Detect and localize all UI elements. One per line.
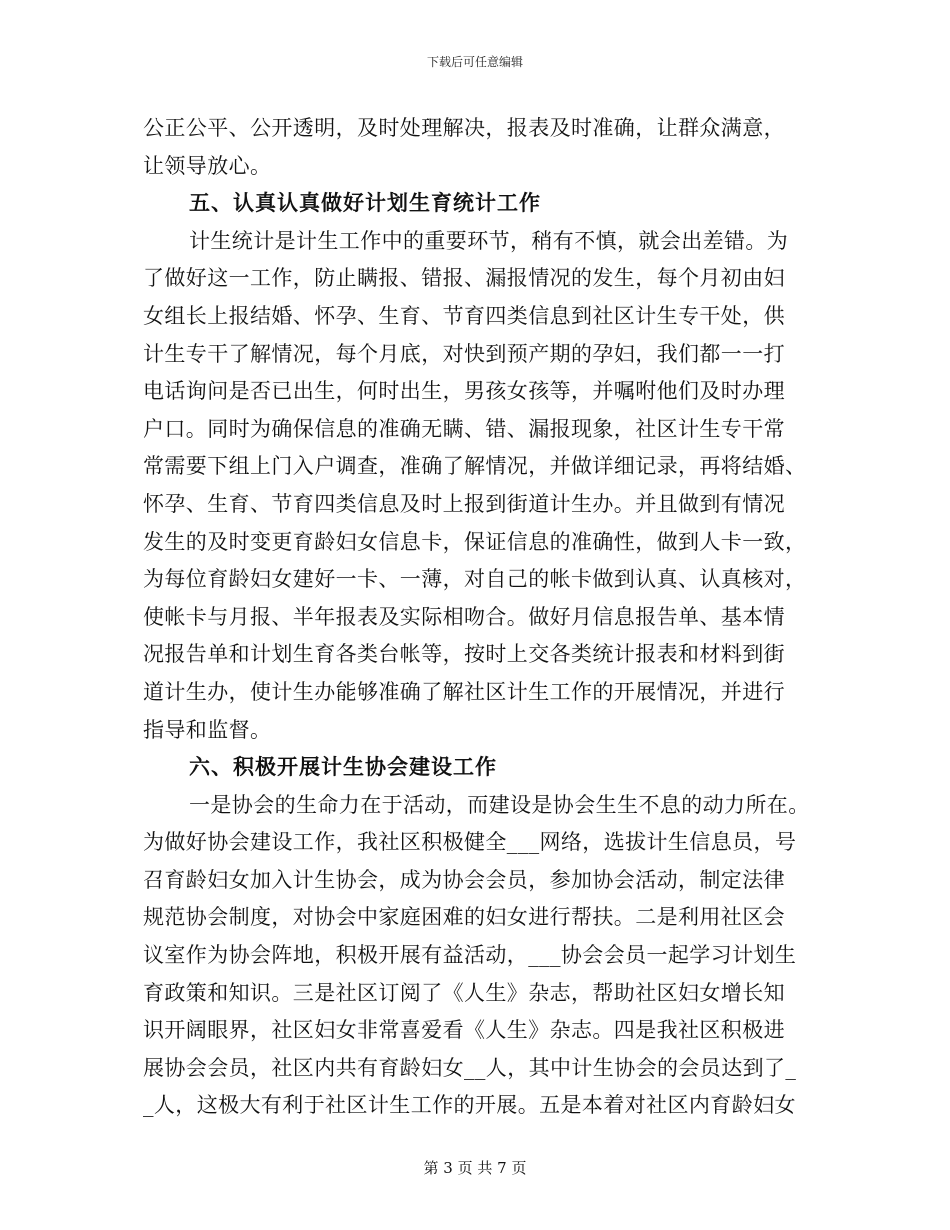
paragraph-line: 况报告单和计划生育各类台帐等，按时上交各类统计报表和材料到街: [143, 642, 785, 667]
section-heading: 五、认真认真做好计划生育统计工作: [189, 191, 541, 216]
paragraph-line: 道计生办，使计生办能够准确了解社区计生工作的开展情况，并进行: [143, 679, 785, 704]
page-header: 下载后可任意编辑: [426, 55, 523, 69]
paragraph-line: 展协会会员，社区内共有育龄妇女__人，其中计生协会的会员达到了_: [143, 1055, 797, 1080]
paragraph-line: 使帐卡与月报、半年报表及实际相吻合。做好月信息报告单、基本情: [143, 604, 785, 629]
paragraph-first-line: 计生统计是计生工作中的重要环节，稍有不慎，就会出差错。为: [189, 228, 789, 253]
paragraph-line: _人，这极大有利于社区计生工作的开展。五是本着对社区内育龄妇女: [143, 1093, 796, 1118]
paragraph-line: 计生专干了解情况，每个月底，对快到预产期的孕妇，我们都一一打: [143, 341, 785, 366]
paragraph-line: 怀孕、生育、节育四类信息及时上报到街道计生办。并且做到有情况: [143, 491, 785, 516]
section-heading: 六、积极开展计生协会建设工作: [189, 755, 497, 780]
paragraph-line: 了做好这一工作，防止瞒报、错报、漏报情况的发生，每个月初由妇: [143, 266, 785, 291]
paragraph-line: 指导和监督。: [143, 717, 272, 742]
paragraph-line: 为每位育龄妇女建好一卡、一薄，对自己的帐卡做到认真、认真核对，: [143, 567, 807, 592]
paragraph-line: 户口。同时为确保信息的准确无瞒、错、漏报现象，社区计生专干常: [143, 416, 785, 441]
paragraph-line: 女组长上报结婚、怀孕、生育、节育四类信息到社区计生专干处，供: [143, 303, 785, 328]
paragraph-line: 规范协会制度，对协会中家庭困难的妇女进行帮扶。二是利用社区会: [143, 905, 785, 930]
paragraph-line: 召育龄妇女加入计生协会，成为协会会员，参加协会活动，制定法律: [143, 867, 785, 892]
paragraph-line: 为做好协会建设工作，我社区积极健全___网络，选拔计生信息员，号: [143, 830, 797, 855]
page-number: 第 3 页 共 7 页: [423, 1159, 527, 1177]
paragraph-line: 议室作为协会阵地，积极开展有益活动，___协会会员一起学习计划生: [143, 943, 797, 968]
paragraph-line: 公正公平、公开透明，及时处理解决，报表及时准确，让群众满意，: [143, 116, 785, 140]
paragraph-line: 常需要下组上门入户调查，准确了解情况，并做详细记录，再将结婚、: [143, 454, 807, 479]
paragraph-line: 育政策和知识。三是社区订阅了《人生》杂志，帮助社区妇女增长知: [143, 980, 785, 1005]
paragraph-line: 识开阔眼界，社区妇女非常喜爱看《人生》杂志。四是我社区积极进: [143, 1018, 785, 1043]
paragraph-first-line: 一是协会的生命力在于活动，而建设是协会生生不息的动力所在。: [189, 792, 810, 817]
paragraph-line: 让领导放心。: [143, 153, 272, 178]
document-body: [143, 110, 823, 1125]
paragraph-line: 发生的及时变更育龄妇女信息卡，保证信息的准确性，做到人卡一致，: [143, 529, 807, 554]
paragraph-line: 电话询问是否已出生，何时出生，男孩女孩等，并嘱咐他们及时办理: [143, 379, 785, 404]
